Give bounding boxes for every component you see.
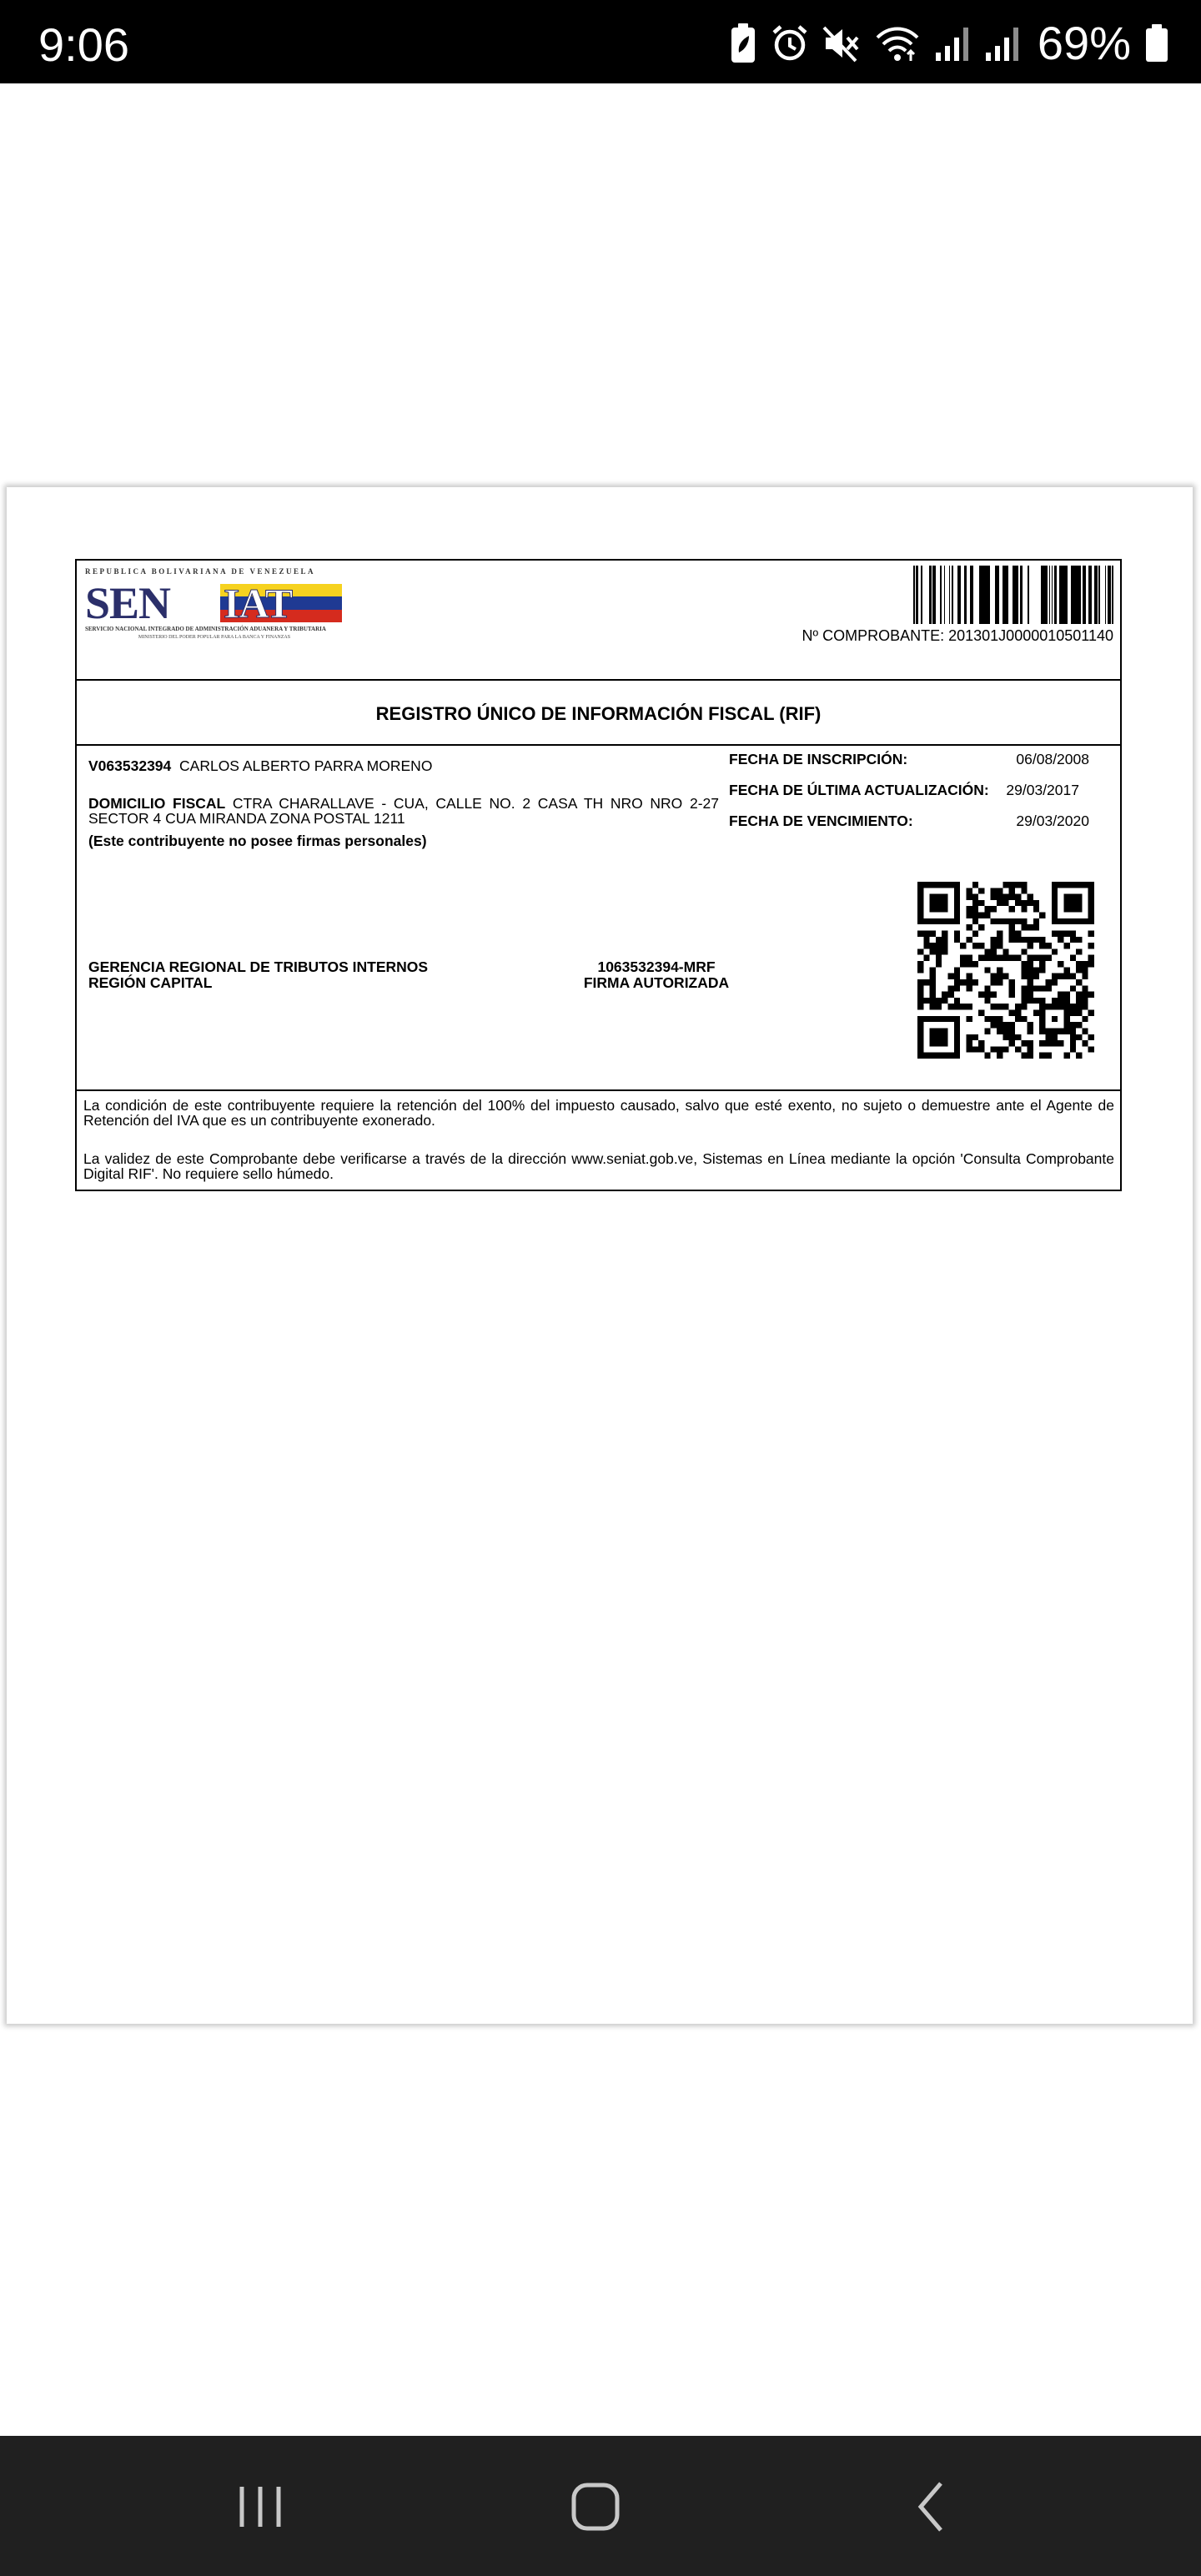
taxpayer-line xyxy=(88,757,432,775)
signature-label: FIRMA AUTORIZADA xyxy=(583,974,730,991)
logo-subtitle: SERVICIO NACIONAL INTEGRADO DE ADMINISTRACIÓN ADUANERA Y TRIBUTARIA xyxy=(85,626,326,632)
battery-saver-icon xyxy=(729,23,757,64)
rif-certificate xyxy=(75,559,1122,1191)
fiscal-address-label: DOMICILIO FISCAL xyxy=(88,795,226,812)
logo-word: SEN xyxy=(85,578,171,628)
logo-word-flag: IAT xyxy=(224,580,293,626)
date-row-vencimiento xyxy=(729,813,1113,843)
date-value: 06/08/2008 xyxy=(1016,751,1089,767)
status-bar xyxy=(0,0,1201,83)
logo-ministry: MINISTERIO DEL PODER POPULAR PARA LA BANCA Y FINANZAS xyxy=(138,635,291,640)
wifi-icon xyxy=(874,24,921,63)
alarm-icon xyxy=(771,24,809,63)
comprobante-number: Nº COMPROBANTE: 201301J0000010501140 xyxy=(802,627,1113,644)
rif-number: V063532394 xyxy=(88,757,172,774)
regional-office-line2: REGIÓN CAPITAL xyxy=(88,974,213,991)
recents-button[interactable] xyxy=(210,2478,310,2536)
signature-code: 1063532394-MRF xyxy=(597,958,716,975)
fiscal-address xyxy=(88,796,719,826)
certificate-header xyxy=(77,561,1120,681)
no-signatures-note: (Este contribuyente no posee firmas personales) xyxy=(88,833,427,849)
date-row-actualizacion xyxy=(729,782,1113,813)
home-icon xyxy=(570,2481,621,2533)
fiscal-address-value: CTRA CHARALLAVE - CUA, CALLE NO. 2 CASA TH NRO NRO 2-27 SECTOR 4 CUA MIRANDA ZONA POSTAL 1211 xyxy=(88,795,719,827)
authorized-signature xyxy=(569,959,744,991)
validity-note: La validez de este Comprobante debe verificarse a través de la dirección www.seniat.gob.ve, Sistemas en Línea mediante la opción 'Consulta Comprobante Digital RIF'. No requiere sello húmedo. xyxy=(83,1150,1114,1182)
certificate-title: REGISTRO ÚNICO DE INFORMACIÓN FISCAL (RIF) xyxy=(375,703,822,724)
dates-block xyxy=(729,751,1113,843)
battery-percent: 69% xyxy=(1037,17,1131,69)
home-button[interactable] xyxy=(545,2478,646,2536)
barcode-icon xyxy=(913,566,1113,624)
venezuela-flag-icon xyxy=(220,580,342,626)
date-label: FECHA DE ÚLTIMA ACTUALIZACIÓN: xyxy=(729,782,989,798)
date-value: 29/03/2017 xyxy=(1006,782,1079,798)
certificate-body xyxy=(77,744,1120,1091)
status-time: 9:06 xyxy=(38,18,129,71)
date-row-inscripcion xyxy=(729,751,1113,782)
regional-office xyxy=(88,959,428,991)
taxpayer-name: CARLOS ALBERTO PARRA MORENO xyxy=(179,757,433,774)
recents-icon xyxy=(235,2483,285,2530)
date-value: 29/03/2020 xyxy=(1016,813,1089,829)
regional-office-line1: GERENCIA REGIONAL DE TRIBUTOS INTERNOS xyxy=(88,958,429,975)
document-viewer[interactable] xyxy=(0,83,1201,2436)
seniat-logo xyxy=(85,567,344,642)
date-label: FECHA DE INSCRIPCIÓN: xyxy=(729,751,908,767)
battery-icon xyxy=(1144,23,1169,63)
mute-icon xyxy=(822,24,861,63)
signal-icon xyxy=(934,24,971,63)
qr-code-icon xyxy=(917,882,1094,1059)
pdf-page[interactable] xyxy=(7,487,1193,2024)
signal-icon-2 xyxy=(984,24,1021,63)
certificate-footer xyxy=(77,1089,1120,1190)
back-icon xyxy=(914,2480,947,2533)
logo-top-text: REPUBLICA BOLIVARIANA DE VENEZUELA xyxy=(85,567,315,576)
date-label: FECHA DE VENCIMIENTO: xyxy=(729,813,913,829)
retention-note: La condición de este contribuyente requiere la retención del 100% del impuesto causado, salvo que esté exento, no sujeto o demuestre ante el Agente de Retención del IVA que es un contribuyente exonerado. xyxy=(83,1097,1114,1129)
back-button[interactable] xyxy=(881,2478,981,2536)
navigation-bar xyxy=(0,2436,1201,2576)
title-row xyxy=(77,679,1120,746)
status-icons xyxy=(729,18,1169,68)
